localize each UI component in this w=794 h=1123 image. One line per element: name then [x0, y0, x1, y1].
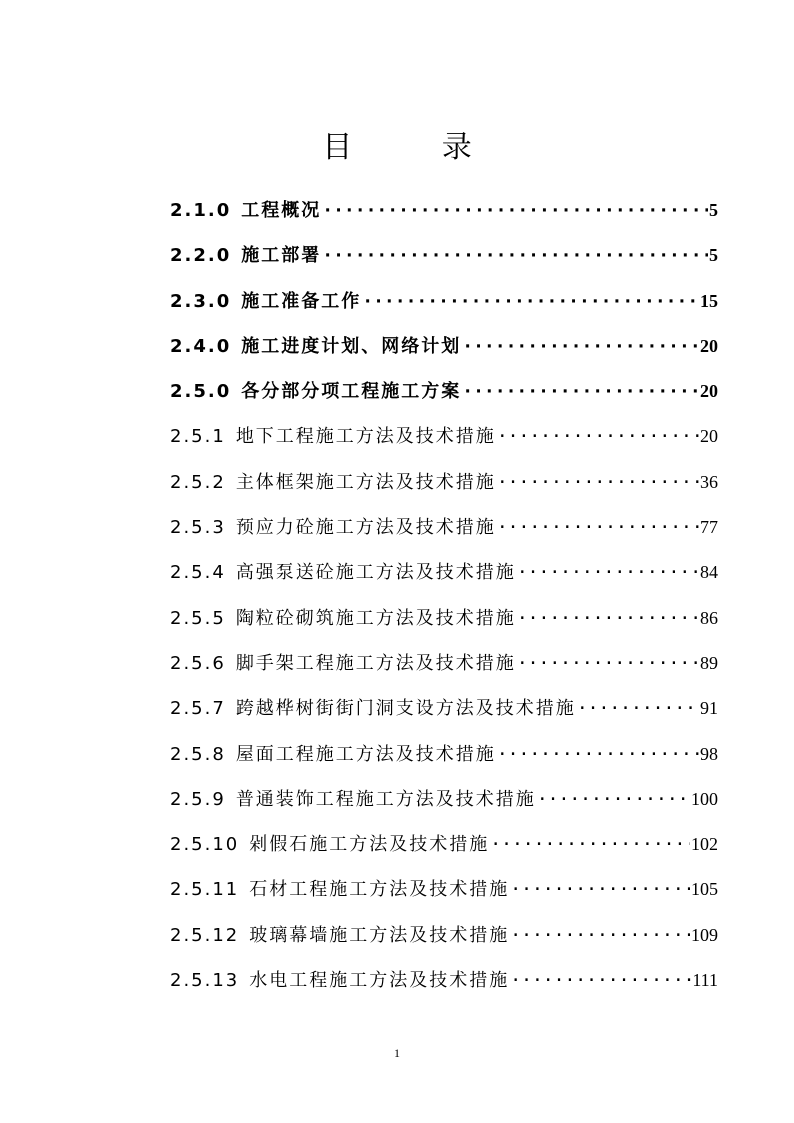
toc-entry-page: 98 — [700, 743, 718, 764]
toc-entry-number: 2.4.0 — [170, 335, 232, 357]
toc-entry-number: 2.5.2 — [170, 471, 226, 493]
toc-entry[interactable] — [170, 422, 718, 467]
toc-entry-page: 84 — [700, 562, 718, 583]
toc-entry-title: 普通装饰工程施工方法及技术措施 — [235, 788, 536, 810]
toc-entry-page: 102 — [691, 834, 718, 855]
toc-entry-title: 剁假石施工方法及技术措施 — [249, 834, 490, 856]
toc-entry[interactable] — [170, 377, 718, 422]
toc-entry-title: 地下工程施工方法及技术措施 — [235, 426, 496, 448]
toc-leader-dots — [517, 608, 699, 629]
toc-entry-title: 施工进度计划、网络计划 — [241, 335, 462, 357]
toc-entry[interactable] — [170, 332, 718, 377]
toc-leader-dots — [362, 291, 699, 312]
toc-entry-number: 2.5.0 — [170, 381, 232, 403]
toc-entry-page: 111 — [692, 970, 718, 991]
toc-leader-dots — [497, 744, 699, 765]
toc-entry-number: 2.5.10 — [170, 834, 240, 856]
toc-entry-title: 水电工程施工方法及技术措施 — [249, 970, 510, 992]
toc-entry-number: 2.5.11 — [170, 879, 240, 901]
toc-entry-title: 主体框架施工方法及技术措施 — [235, 471, 496, 493]
toc-entry-number: 2.2.0 — [170, 245, 232, 267]
toc-entry-page: 20 — [700, 381, 718, 402]
toc-entry-title: 各分部分项工程施工方案 — [241, 381, 462, 403]
toc-entry-number: 2.5.6 — [170, 652, 226, 674]
page-title: 目 录 — [322, 130, 512, 165]
toc-entry-number: 2.5.5 — [170, 607, 226, 629]
toc-entry[interactable] — [170, 966, 718, 1011]
table-of-contents — [170, 196, 718, 1011]
toc-entry-number: 2.5.8 — [170, 743, 226, 765]
toc-entry[interactable] — [170, 468, 718, 513]
toc-leader-dots — [537, 789, 690, 810]
toc-entry[interactable] — [170, 921, 718, 966]
toc-leader-dots — [322, 245, 708, 266]
toc-leader-dots — [510, 970, 691, 991]
toc-entry-number: 2.1.0 — [170, 200, 232, 221]
toc-entry[interactable] — [170, 649, 718, 694]
toc-entry-title: 脚手架工程施工方法及技术措施 — [235, 652, 516, 674]
toc-entry-page: 5 — [709, 200, 718, 220]
toc-leader-dots — [510, 925, 690, 946]
toc-entry[interactable] — [170, 785, 718, 830]
toc-entry-page: 20 — [700, 426, 718, 447]
toc-entry-title: 跨越桦树街街门洞支设方法及技术措施 — [235, 698, 576, 720]
toc-entry-title: 石材工程施工方法及技术措施 — [249, 879, 510, 901]
toc-entry-page: 5 — [709, 245, 718, 266]
toc-leader-dots — [517, 562, 699, 583]
toc-entry-title: 预应力砼施工方法及技术措施 — [235, 517, 496, 539]
toc-entry-title: 工程概况 — [241, 200, 322, 221]
toc-entry[interactable] — [170, 830, 718, 875]
toc-entry-number: 2.5.12 — [170, 924, 240, 946]
toc-leader-dots — [577, 698, 699, 719]
toc-entry[interactable] — [170, 694, 718, 739]
toc-entry-number: 2.3.0 — [170, 290, 232, 312]
toc-leader-dots — [497, 472, 699, 493]
toc-entry-page: 20 — [700, 335, 718, 356]
toc-entry-title: 陶粒砼砌筑施工方法及技术措施 — [235, 607, 516, 629]
toc-entry[interactable] — [170, 875, 718, 920]
toc-entry-number: 2.5.4 — [170, 562, 226, 584]
toc-entry-page: 36 — [700, 471, 718, 492]
toc-entry-title: 施工准备工作 — [241, 290, 362, 312]
toc-entry[interactable] — [170, 241, 718, 286]
toc-entry-page: 109 — [691, 924, 718, 945]
toc-entry[interactable] — [170, 740, 718, 785]
toc-entry-page: 77 — [700, 517, 718, 538]
toc-entry-number: 2.5.1 — [170, 426, 226, 448]
toc-entry-number: 2.5.13 — [170, 970, 240, 992]
toc-leader-dots — [462, 381, 699, 402]
toc-entry[interactable] — [170, 558, 718, 603]
toc-entry-page: 100 — [691, 788, 718, 809]
toc-entry-title: 玻璃幕墙施工方法及技术措施 — [249, 924, 510, 946]
toc-leader-dots — [490, 834, 690, 855]
toc-entry-number: 2.5.3 — [170, 517, 226, 539]
toc-entry-page: 89 — [700, 652, 718, 673]
toc-leader-dots — [510, 879, 690, 900]
toc-entry-title: 屋面工程施工方法及技术措施 — [235, 743, 496, 765]
toc-entry-title: 施工部署 — [241, 245, 322, 267]
toc-entry[interactable] — [170, 513, 718, 558]
toc-entry-number: 2.5.9 — [170, 788, 226, 810]
toc-leader-dots — [462, 336, 699, 357]
toc-entry-page: 91 — [700, 698, 718, 719]
toc-entry-page: 15 — [700, 290, 718, 311]
toc-leader-dots — [322, 200, 708, 221]
toc-entry[interactable] — [170, 604, 718, 649]
toc-leader-dots — [497, 426, 699, 447]
toc-entry[interactable] — [170, 196, 718, 241]
toc-leader-dots — [497, 517, 699, 538]
toc-entry-title: 高强泵送砼施工方法及技术措施 — [235, 562, 516, 584]
toc-leader-dots — [517, 653, 699, 674]
toc-entry-page: 86 — [700, 607, 718, 628]
page-number: 1 — [394, 1046, 400, 1060]
toc-entry[interactable] — [170, 287, 718, 332]
toc-entry-number: 2.5.7 — [170, 698, 226, 720]
toc-entry-page: 105 — [691, 879, 718, 900]
